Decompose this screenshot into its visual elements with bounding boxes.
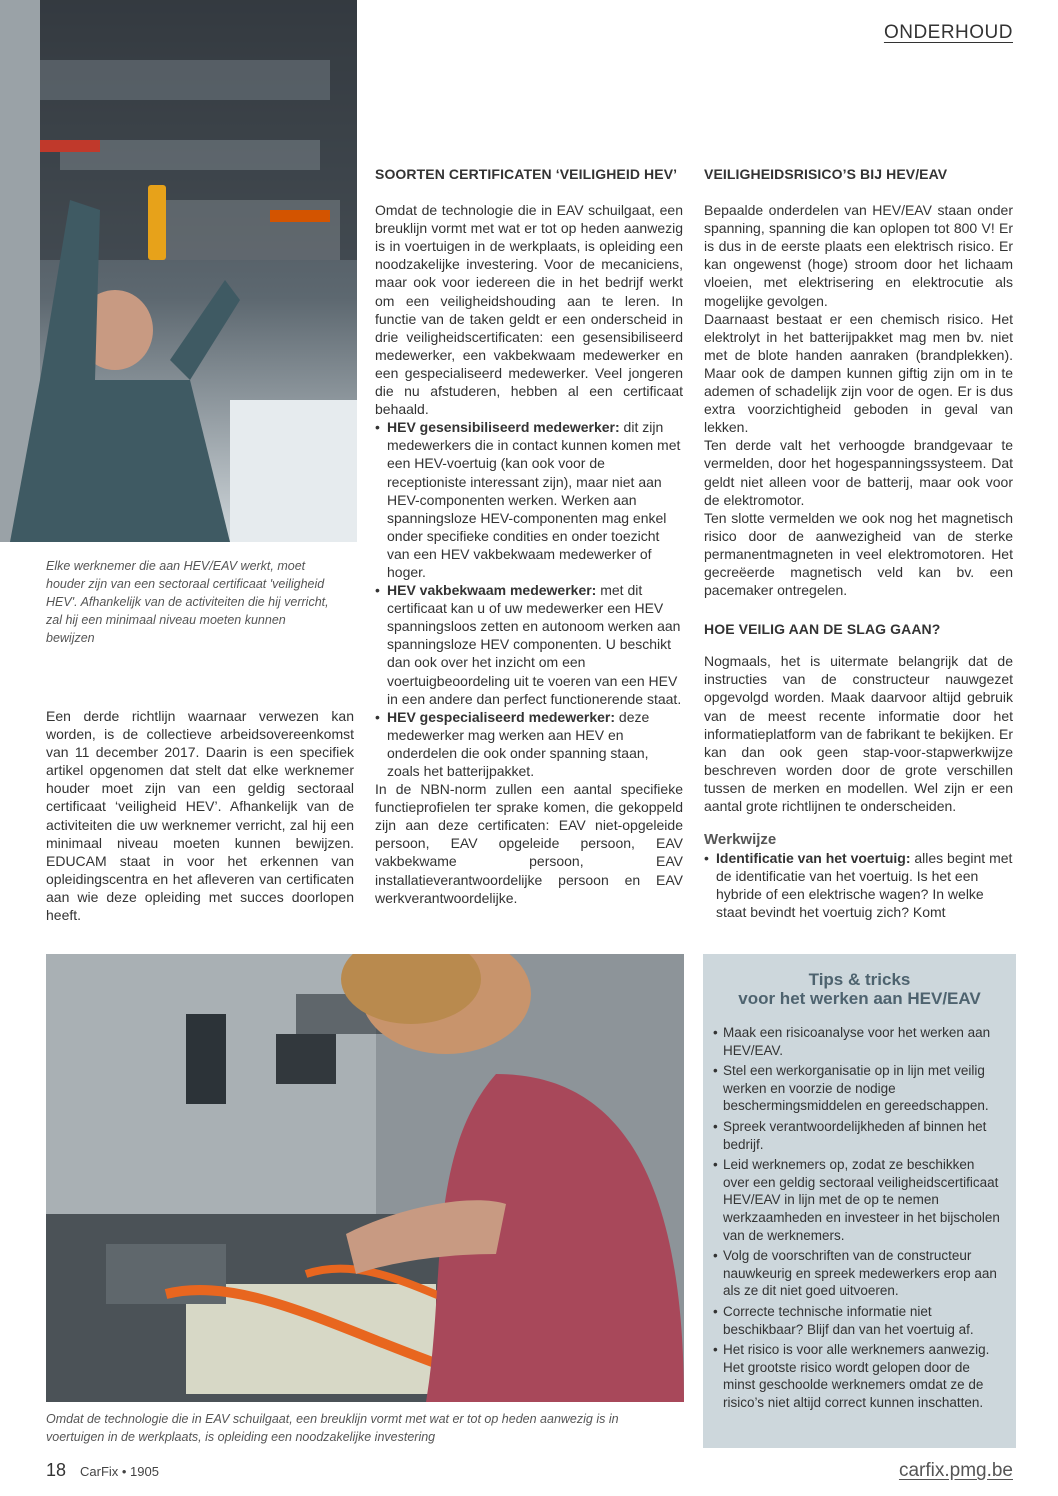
photo-mechanic-under-vehicle <box>0 0 357 542</box>
photo-technician-battery <box>46 954 684 1402</box>
risk-paragraph: Daarnaast bestaat er een chemisch risico. Het elektrolyt in het batterijpakket mag men bv. niet met de blote handen aanraken (brandplekken). Maar ook de dampen kunnen giftig zijn om in te ademen of schadelijk zijn voor de ogen. Er is dus extra voorzichtigheid geboden in geval van lekken. <box>704 310 1013 436</box>
website-link[interactable]: carfix.pmg.be <box>898 1460 1013 1481</box>
safe-work-paragraph: Nogmaals, het is uitermate belangrijk dat de instructies van de constructeur nauwgezet opgevolgd worden. Maak daarvoor altijd gebruik van de meest recente informatie door het informatieplatform van de fabrikant te bekijken. Er kan dan ook geen stap-voor-stapwerkwijze beschreven worden door de grote verschillen tussen de merken en modellen. Wel zijn er een aantal grote richtlijnen te onderscheiden. <box>704 653 1013 814</box>
certificates-intro: Omdat de technologie die in EAV schuilgaat, een breuklijn vormt met wat er tot op heden aanwezig is in voertuigen in de werkplaats, is opleiding een noodzakelijke investering. Voor de mecaniciens, maar ook voor iedereen die in het bedrijf werkt om een veiligheidshouding aan te leren. In functie van de taken geldt er een onderscheid in drie veiligheidscertificaten: een gesensibiliseerd medewerker, een vakbekwaam medewerker en een gespecialiseerd medewerker. Veel jongeren die nu afstuderen, hebben al een certificaat behaald. <box>375 202 683 418</box>
heading-safety-risks: VEILIGHEIDSRISICO’S BIJ HEV/EAV <box>704 166 948 182</box>
photo-technician-illustration <box>46 954 684 1402</box>
photo2-caption: Omdat de technologie die in EAV schuilgaat, een breuklijn vormt met wat er tot op heden aanwezig is in voertuigen in de werkplaats, is opleiding een noodzakelijke investering <box>46 1412 619 1444</box>
subheading-method: Werkwijze <box>704 831 777 849</box>
list-item: • HEV gesensibiliseerd medewerker: dit zijn medewerkers die in contact kunnen komen met een HEV-voertuig (kan ook voor de receptioniste interessant zijn), maar niet aan HEV-componenten werken. Werken aan spanningsloze HEV-componenten mag enkel onder specifieke condities en onder toezicht van een HEV vakbekwaam medewerker of hoger. <box>375 418 683 581</box>
list-item: • Het risico is voor alle werknemers aanwezig. Het grootste risico wordt gelopen door de minst geschoolde werknemers omdat ze de risico’s niet altijd correct kunnen inschatten. <box>713 1341 1004 1411</box>
tips-box <box>703 954 1016 1448</box>
risk-paragraph: Ten derde valt het verhoogde brandgevaar te vermelden, door het hogespanningssysteem. Dat geldt niet alleen voor de batterij, maar ook voor de elektromotor. <box>704 437 1013 508</box>
risk-paragraph: Bepaalde onderdelen van HEV/EAV staan onder spanning, spanning die kan oplopen tot 800 V! Er is dus in de eerste plaats een elektrisch risico. Er kan ongewenst (hoge) stroom door het lichaam vloeien, met elektrisering en elektrocutie als mogelijke gevolgen. <box>704 202 1013 309</box>
list-item: • Maak een risicoanalyse voor het werken aan HEV/EAV. <box>713 1024 1004 1059</box>
tips-list <box>703 1024 1016 1411</box>
list-item: • HEV vakbekwaam medewerker: met dit certificaat kan u of uw medewerker een HEV spanningsloos zetten en autonoom werken aan spanningsloze HEV componenten. U beschikt dan ook over het inzicht om een voertuigbeoordeling uit te voeren van een HEV in een andere dan perfect functionerende staat. <box>375 581 683 708</box>
photo1-caption: Elke werknemer die aan HEV/EAV werkt, moet houder zijn van een sectoraal certificaat 'veiligheid HEV'. Afhankelijk van de activiteiten die hij verricht, zal hij een minimaal niveau moeten kunnen bewijzen <box>46 559 329 645</box>
list-item: • Correcte technische informatie niet beschikbaar? Blijf dan van het voertuig af. <box>713 1303 1004 1338</box>
heading-certificate-types: SOORTEN CERTIFICATEN ‘VEILIGHEID HEV’ <box>375 166 678 182</box>
column-3 <box>704 165 1013 922</box>
column-1 <box>46 707 354 924</box>
tips-title: Tips & tricks voor het werken aan HEV/EAV <box>738 970 981 1008</box>
column-1-paragraph: Een derde richtlijn waarnaar verwezen kan worden, is de collectieve arbeidsovereenkomst van 11 december 2017. Daarin is een specifiek artikel opgenomen dat stelt dat elke werknemer houder moet zijn van een geldig sectoraal certificaat ‘veiligheid HEV’. Afhankelijk van de activiteiten die uw werknemer verricht, zal hij een minimaal niveau moeten kunnen bewijzen. EDUCAM staat in voor het erkennen van opleidingscentra en het afleveren van certificaten aan wie deze opleiding met succes doorlopen heeft. <box>46 708 354 924</box>
page-number: 18 <box>46 1460 67 1480</box>
certificate-list <box>375 418 683 780</box>
risk-paragraph: Ten slotte vermelden we ook nog het magnetisch risico door de aanwezigheid van de sterke permanentmagneten in veel elektromotoren. Het gecreëerde magnetisch veld kan bv. een pacemaker ontregelen. <box>704 509 1013 599</box>
list-item: • Volg de voorschriften van de constructeur nauwkeurig en spreek medewerkers erop aan als ze dit niet goed uitvoeren. <box>713 1247 1004 1300</box>
list-item: • Leid werknemers op, zodat ze beschikken over een geldig sectoraal veiligheidscertificaat HEV/EAV in lijn met de op te nemen werkzaamheden en investeer in het bijscholen van de werknemers. <box>713 1156 1004 1244</box>
certificates-outro: In de NBN-norm zullen een aantal specifieke functieprofielen ter sprake komen, die gekoppeld zijn aan deze certificaten: EAV niet-opgeleide persoon, EAV opgeleide persoon, EAV vakbekwame persoon, EAV installatieverantwoordelijke persoon en EAV werkverantwoordelijke. <box>375 781 683 906</box>
list-item: • HEV gespecialiseerd medewerker: deze medewerker mag werken aan HEV en onderdelen die ook onder spanning staan, zoals het batterijpakket. <box>375 708 683 780</box>
section-tag: ONDERHOUD <box>883 22 1013 43</box>
photo-mechanic-illustration <box>0 0 357 542</box>
heading-how-to-work-safely: HOE VEILIG AAN DE SLAG GAAN? <box>704 621 941 638</box>
list-item: • Stel een werkorganisatie op in lijn met veilig werken en voorzie de nodige beschermingsmiddelen en gereedschappen. <box>713 1062 1004 1115</box>
list-item: • Identificatie van het voertuig: alles begint met de identificatie van het voertuig. Is het een hybride of een elektrische wagen? In welke staat bevindt het voertuig zich? Komt <box>704 849 1013 921</box>
method-list <box>704 849 1013 921</box>
magazine-issue: CarFix • 1905 <box>80 1464 159 1479</box>
list-item: • Spreek verantwoordelijkheden af binnen het bedrijf. <box>713 1118 1004 1153</box>
column-2 <box>375 165 683 907</box>
